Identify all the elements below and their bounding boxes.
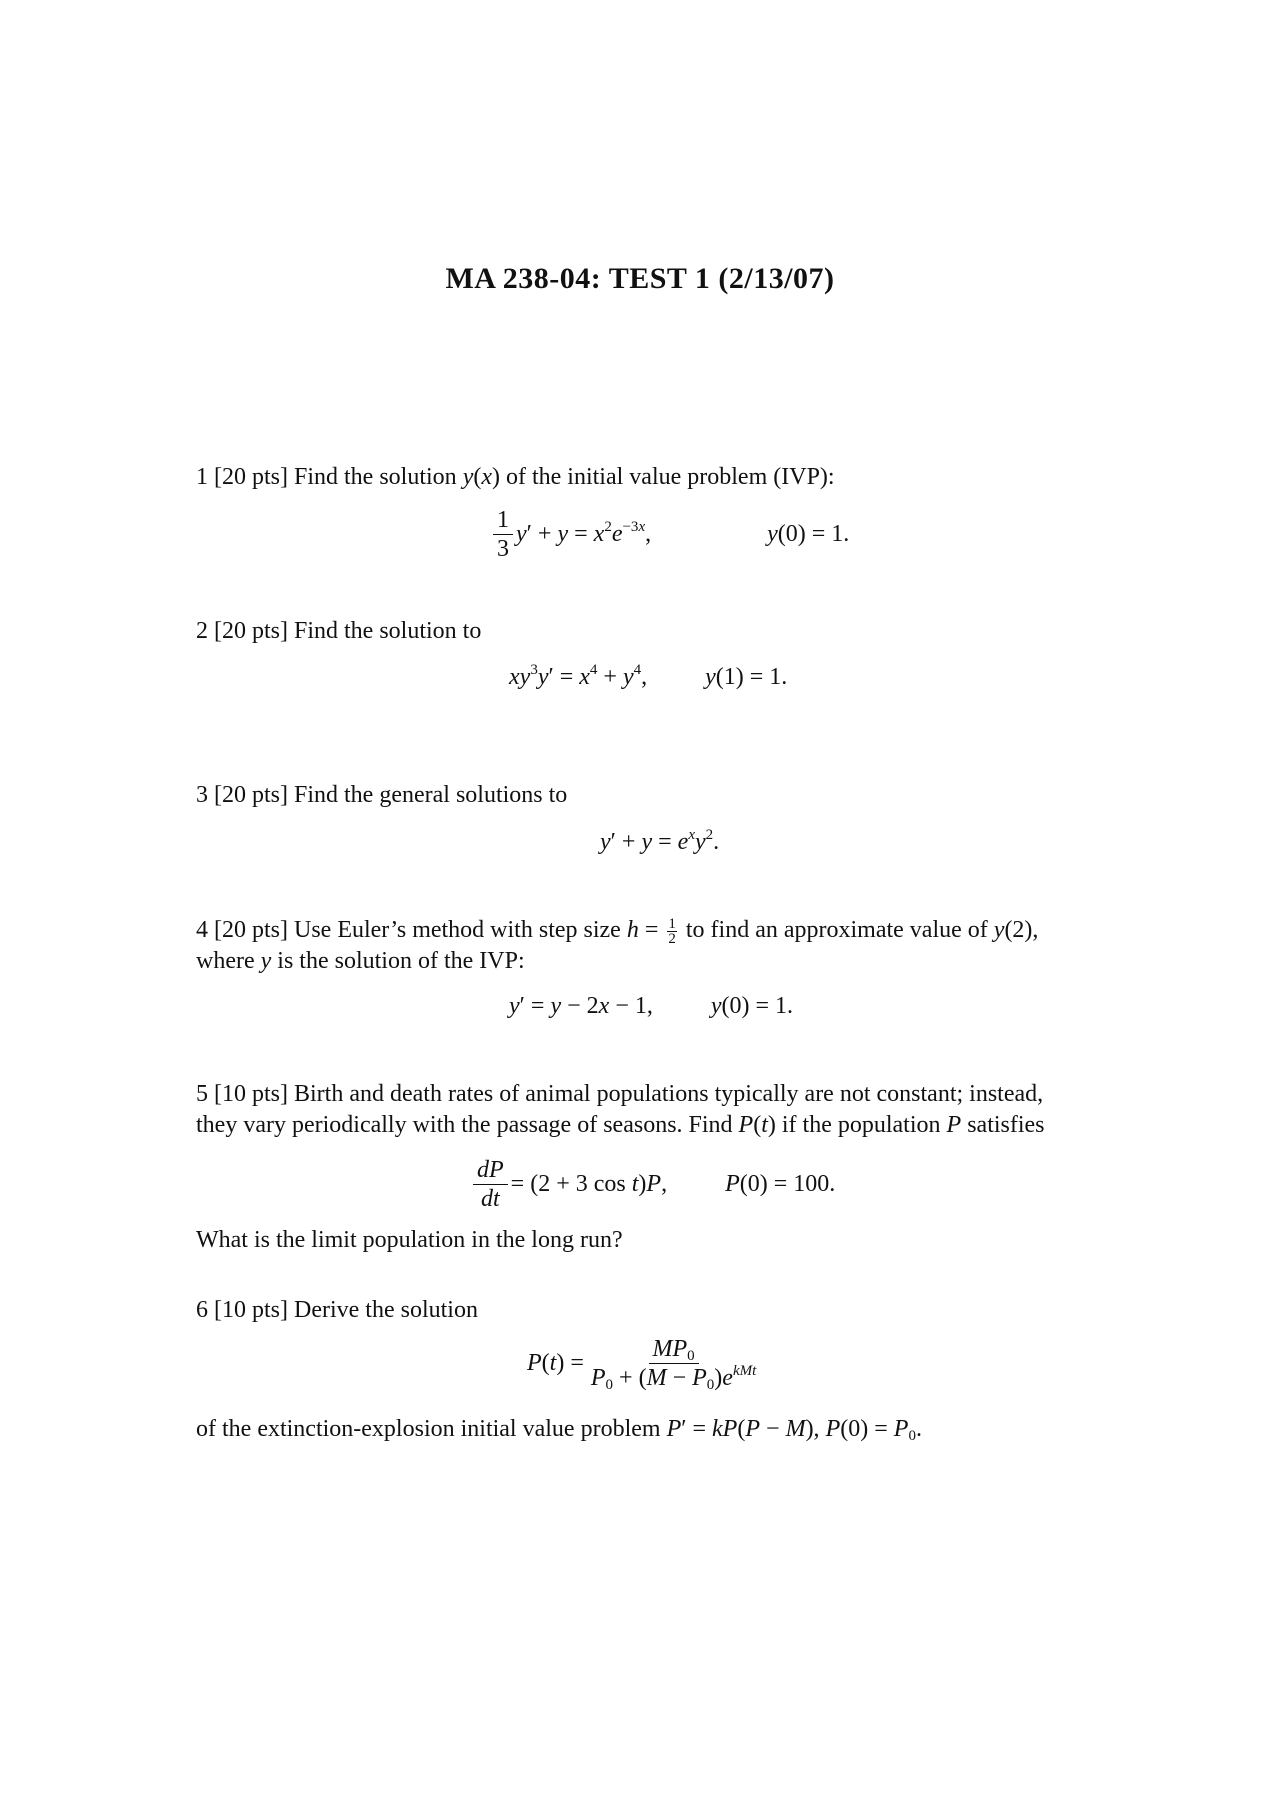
problem-1-equation: $\frac{1}{3}$ $y' + y = x^2e^{-3x}$, y(0) = 1. (490, 507, 849, 562)
problem-4-condition: y(0) = 1. (710, 993, 794, 1019)
page-title: MA 238-04: TEST 1 (2/13/07) (445, 262, 835, 295)
problem-4-equation: y′ = y − 2x − 1, y(0) = 1. (509, 993, 794, 1019)
problem-6 (196, 1295, 1156, 1326)
problem-5-prompt-line2: they vary periodically with the passage of seasons. Find P(t) if the population P satisfies (196, 1112, 1045, 1138)
problem-5-followup: What is the limit population in the long run? (196, 1227, 623, 1253)
problem-4-label: 4 [20 pts] (196, 917, 288, 943)
problem-4 (196, 915, 1156, 977)
problem-6-prompt: 6 [10 pts] Derive the solution (196, 1297, 478, 1323)
problem-1-condition: y(0) = 1. (767, 521, 850, 547)
problem-2-equation: $xy^3y' = x^4 + y^4$, y(1) = 1. (509, 662, 788, 690)
problem-6-tail: of the extinction-explosion initial value problem P′ = kP(P − M), $P(0) = P_0$. (196, 1416, 922, 1444)
problem-5-equation: $\frac{dP}{dt}$ = (2 + 3 cos t)P, P(0) = 100. (470, 1157, 835, 1212)
problem-3-label: 3 [20 pts] (196, 782, 288, 808)
problem-3-prompt: 3 [20 pts] Find the general solutions to (196, 782, 568, 808)
problem-3 (196, 780, 1156, 811)
problem-2-prompt: 2 [20 pts] Find the solution to (196, 618, 482, 644)
problem-1 (196, 462, 1156, 493)
problem-1-label: 1 [20 pts] (196, 464, 288, 490)
problem-2 (196, 616, 1156, 647)
problem-5-prompt-line1: 5 [10 pts] Birth and death rates of animal populations typically are not constant; instead, (196, 1081, 1044, 1107)
problem-5-followup-wrap (196, 1225, 1156, 1256)
problem-2-label: 2 [20 pts] (196, 618, 288, 644)
problem-3-equation: $y' + y = e^xy^2$. (600, 827, 720, 855)
problem-5-condition: P(0) = 100. (725, 1171, 836, 1197)
problem-4-prompt-line1: 4 [20 pts] Use Euler’s method with step size h = $\frac{1}{2}$ to find an approximate value of y(2), (196, 915, 1039, 947)
problem-5 (196, 1079, 1156, 1141)
problem-6-equation: P(t) = $\frac{MP_0}{P_0 + (M - P_0)e^{kMt}}$ (527, 1336, 757, 1393)
problem-6-label: 6 [10 pts] (196, 1297, 288, 1323)
problem-5-label: 5 [10 pts] (196, 1081, 288, 1107)
problem-2-condition: y(1) = 1. (705, 664, 788, 690)
problem-1-prompt: 1 [20 pts] Find the solution y(x) of the initial value problem (IVP): (196, 464, 835, 490)
problem-6-tail-wrap (196, 1414, 1156, 1445)
problem-4-prompt-line2: where y is the solution of the IVP: (196, 948, 525, 974)
